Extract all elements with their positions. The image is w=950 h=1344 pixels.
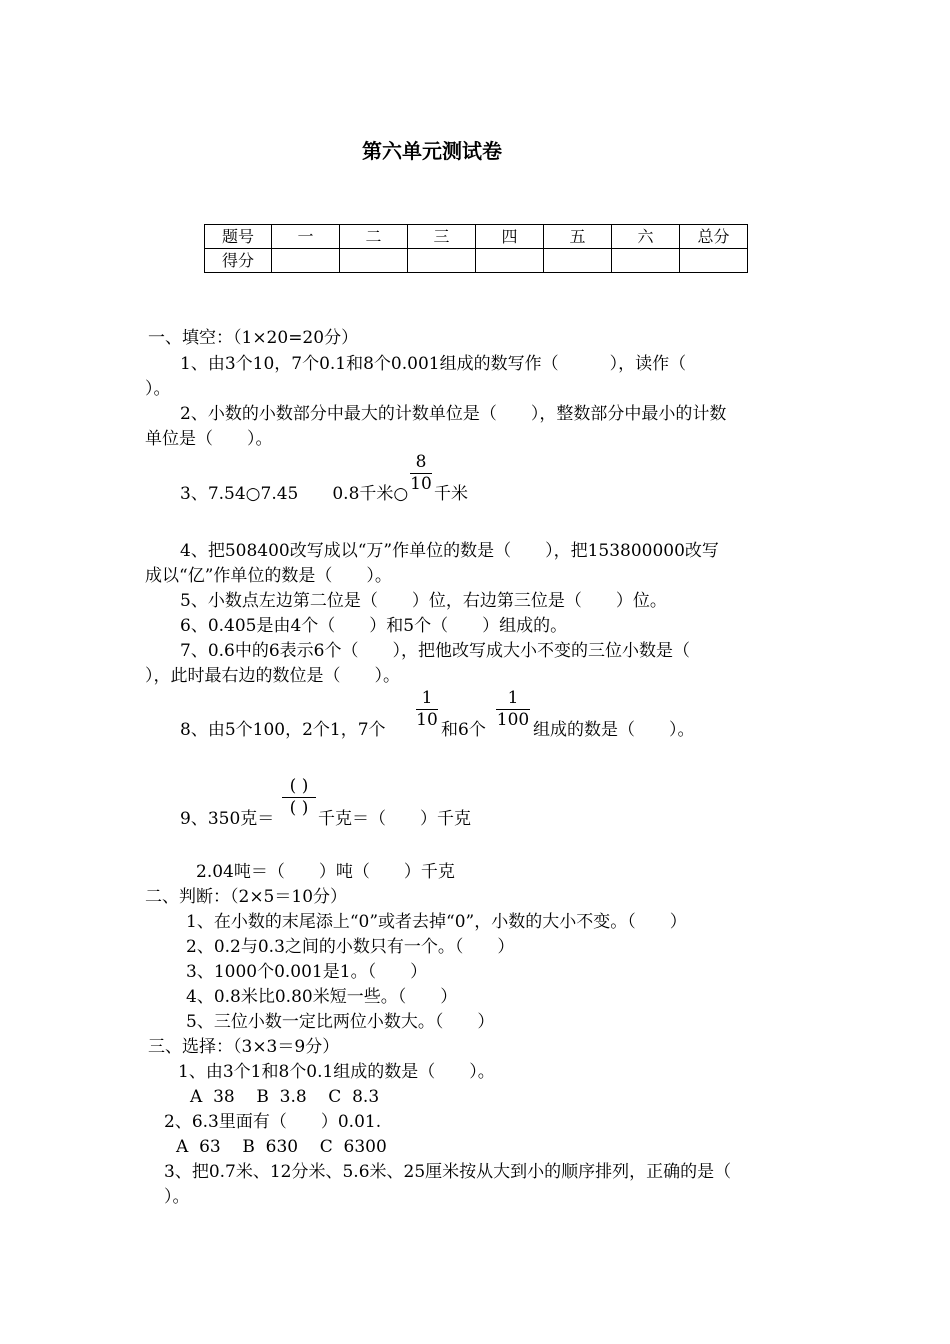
judgment-item: 4、0.8米比0.80米短一些。（ ） (186, 987, 458, 1007)
question-9-part2: 千克＝（ ）千克 (318, 809, 471, 829)
score-cell[interactable] (680, 249, 748, 273)
fraction-denominator: 10 (410, 474, 432, 494)
question-3-left: 3、7.54○7.45 0.8千米○ (180, 484, 409, 504)
score-table-header-cell: 一 (272, 225, 340, 249)
score-cell[interactable] (408, 249, 476, 273)
fraction-numerator: ( ) (289, 776, 309, 796)
section1-heading: 一、填空：（1×20=20分） (148, 328, 359, 348)
question-5: 5、小数点左边第二位是（ ）位，右边第三位是（ ）位。 (180, 591, 667, 611)
score-table-score-row (205, 249, 748, 273)
question-6: 6、0.405是由4个（ ）和5个（ ）组成的。 (180, 616, 568, 636)
question-3-right: 千米 (434, 484, 468, 504)
section3-heading: 三、选择：（3×3＝9分） (148, 1037, 340, 1057)
question-3-fraction (410, 452, 432, 494)
choice-question-2: 2、6.3里面有（ ）0.01. (164, 1112, 382, 1132)
fraction-numerator: 1 (507, 688, 519, 708)
question-8-part2: 和6个 (441, 720, 486, 740)
question-4-line1: 4、把508400改写成以“万”作单位的数是（ ），把153800000改写 (180, 541, 719, 561)
question-8-fraction-2 (496, 688, 530, 730)
score-table-header-cell: 四 (476, 225, 544, 249)
score-cell[interactable] (612, 249, 680, 273)
judgment-item: 3、1000个0.001是1。（ ） (186, 962, 428, 982)
score-table-header-cell: 三 (408, 225, 476, 249)
fraction-denominator: 10 (416, 710, 438, 730)
judgment-item: 1、在小数的末尾添上“0”或者去掉“0”，小数的大小不变。（ ） (186, 912, 687, 932)
score-cell[interactable] (544, 249, 612, 273)
section2-heading: 二、判断：（2×5＝10分） (145, 887, 348, 907)
question-1-line2: ）。 (145, 379, 171, 399)
score-table-row-label: 得分 (205, 249, 272, 273)
score-table-header-cell: 六 (612, 225, 680, 249)
fraction-numerator: 1 (421, 688, 433, 708)
choice-question-1: 1、由3个1和8个0.1组成的数是（ ）。 (178, 1062, 495, 1082)
score-table-header-cell: 总分 (680, 225, 748, 249)
question-8-part3: 组成的数是（ ）。 (533, 720, 695, 740)
score-table-header-cell: 五 (544, 225, 612, 249)
question-2-line2: 单位是（ ）。 (145, 429, 273, 449)
fraction-numerator: 8 (415, 452, 427, 472)
choice-question-3-line2: ）。 (164, 1187, 190, 1207)
choice-question-2-options: A 63 B 630 C 6300 (176, 1137, 387, 1157)
question-4-line2: 成以“亿”作单位的数是（ ）。 (145, 566, 392, 586)
question-9-part1: 9、350克＝ (180, 809, 275, 829)
question-8-part1: 8、由5个100，2个1，7个 (180, 720, 386, 740)
score-table-header-row (205, 225, 748, 249)
fraction-denominator: ( ) (289, 798, 309, 818)
score-table (204, 224, 748, 273)
question-9-fraction (282, 776, 316, 818)
score-table-header-cell: 二 (340, 225, 408, 249)
judgment-item: 2、0.2与0.3之间的小数只有一个。（ ） (186, 937, 515, 957)
question-1-line1: 1、由3个10，7个0.1和8个0.001组成的数写作（ ），读作（ (180, 354, 687, 374)
question-7-line2: ），此时最右边的数位是（ ）。 (145, 666, 400, 686)
score-cell[interactable] (476, 249, 544, 273)
judgment-item: 5、三位小数一定比两位小数大。（ ） (186, 1012, 495, 1032)
choice-question-1-options: A 38 B 3.8 C 8.3 (190, 1087, 380, 1107)
question-2-line1: 2、小数的小数部分中最大的计数单位是（ ），整数部分中最小的计数 (180, 404, 727, 424)
score-cell[interactable] (272, 249, 340, 273)
question-10: 2.04吨＝（ ）吨（ ）千克 (196, 862, 455, 882)
question-7-line1: 7、0.6中的6表示6个（ ），把他改写成大小不变的三位小数是（ (180, 641, 690, 661)
score-table-header-cell: 题号 (205, 225, 272, 249)
page-title: 第六单元测试卷 (362, 139, 502, 163)
fraction-denominator: 100 (496, 710, 530, 730)
choice-question-3-line1: 3、把0.7米、12分米、5.6米、25厘米按从大到小的顺序排列，正确的是（ (164, 1162, 732, 1182)
score-cell[interactable] (340, 249, 408, 273)
question-8-fraction-1 (416, 688, 438, 730)
